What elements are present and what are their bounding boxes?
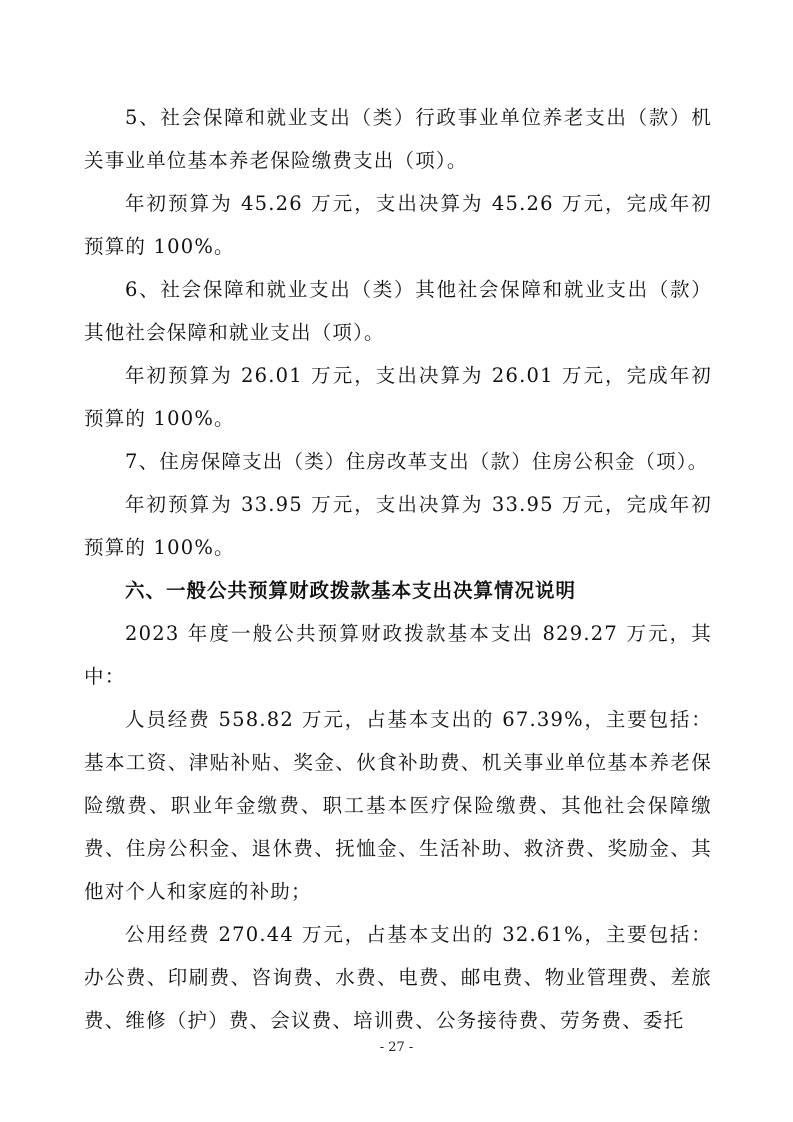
paragraph-item-7-title: 7、住房保障支出（类）住房改革支出（款）住房公积金（项）。: [125, 450, 709, 473]
paragraph-item-6-budget: 年初预算为 26.01 万元，支出决算为 26.01 万元，完成年初预算的 100%。: [84, 364, 712, 430]
paragraph-personnel-expenses: 人员经费 558.82 万元，占基本支出的 67.39%，主要包括：基本工资、津贴补贴、奖金、伙食补助费、机关事业单位基本养老保险缴费、职业年金缴费、职工基本医疗保险缴费、其他社会保障缴费、住房公积金、退休费、抚恤金、生活补助、救济费、奖励金、其他对个人和家庭的补助；: [84, 708, 712, 903]
paragraph-item-5-title: 5、社会保障和就业支出（类）行政事业单位养老支出（款）机关事业单位基本养老保险缴费支出（项）。: [84, 106, 712, 172]
paragraph-basic-expenditure-total: 2023 年度一般公共预算财政拨款基本支出 829.27 万元，其中：: [84, 622, 712, 688]
paragraph-item-5-budget: 年初预算为 45.26 万元，支出决算为 45.26 万元，完成年初预算的 100%。: [84, 192, 712, 258]
document-body: [84, 96, 712, 1042]
paragraph-item-6-title: 6、社会保障和就业支出（类）其他社会保障和就业支出（款）其他社会保障和就业支出（项）。: [84, 278, 712, 344]
paragraph-item-7-budget: 年初预算为 33.95 万元，支出决算为 33.95 万元，完成年初预算的 100%。: [84, 493, 712, 559]
section-heading: 六、一般公共预算财政拨款基本支出决算情况说明: [125, 579, 577, 602]
page-number: - 27 -: [379, 1040, 414, 1055]
paragraph-public-expenses: 公用经费 270.44 万元，占基本支出的 32.61%，主要包括：办公费、印刷费、咨询费、水费、电费、邮电费、物业管理费、差旅费、维修（护）费、会议费、培训费、公务接待费、劳务费、委托: [84, 923, 712, 1032]
